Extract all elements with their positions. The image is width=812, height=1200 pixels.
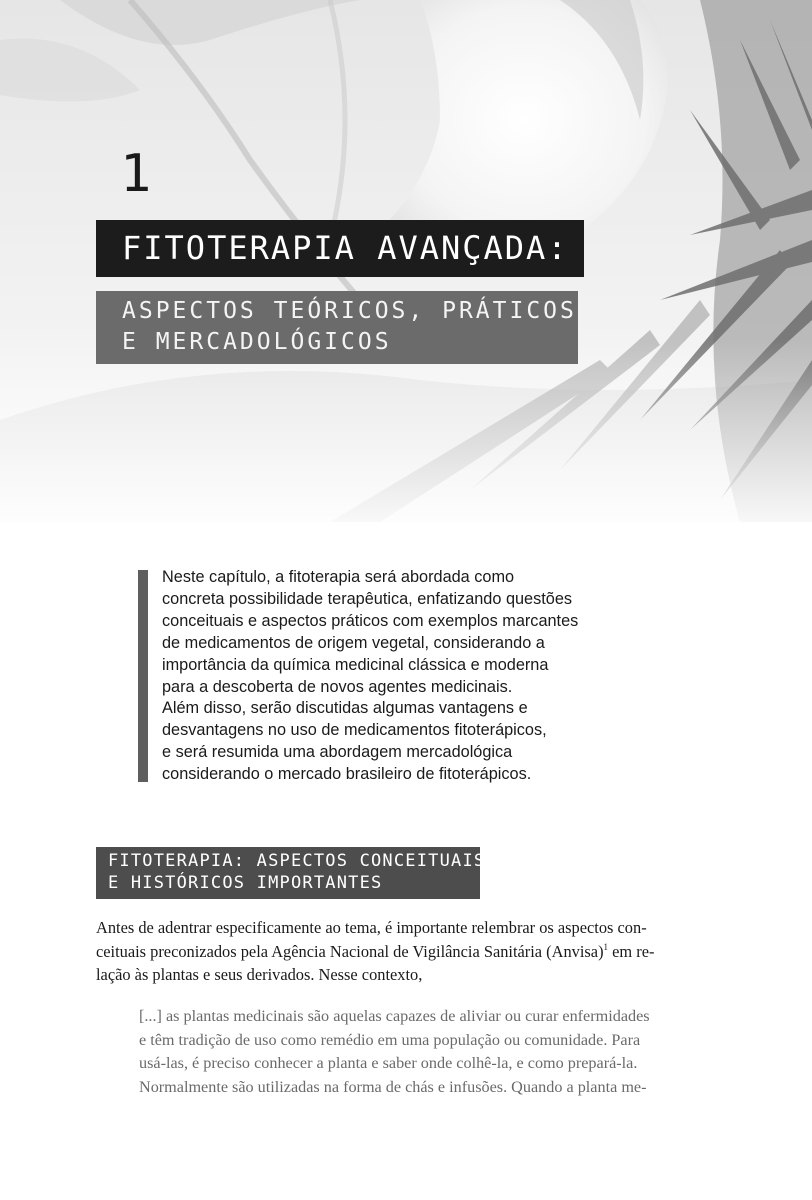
body-paragraph (96, 916, 708, 987)
abstract-line: considerando o mercado brasileiro de fitoterápicos. (162, 765, 532, 784)
quote-line: e têm tradição de uso como remédio em uma população ou comunidade. Para (139, 1030, 641, 1049)
chapter-abstract (162, 567, 602, 786)
chapter-number: 1 (120, 144, 152, 204)
chapter-subtitle-line: ASPECTOS TEÓRICOS, PRÁTICOS (122, 298, 577, 324)
abstract-line: e será resumida uma abordagem mercadológica (162, 743, 513, 762)
section-heading-box (96, 847, 486, 899)
footnote-marker[interactable]: 1 (603, 941, 609, 952)
abstract-line: Neste capítulo, a fitoterapia será abordada como (162, 568, 515, 586)
abstract-line: importância da química medicinal clássica e moderna (162, 655, 549, 674)
quote-line: Normalmente são utilizadas na forma de chás e infusões. Quando a planta me- (139, 1077, 647, 1096)
abstract-line: Além disso, serão discutidas algumas vantagens e (162, 699, 528, 718)
abstract-line: concreta possibilidade terapêutica, enfatizando questões (162, 589, 573, 608)
body-line: lação às plantas e seus derivados. Nesse contexto, (96, 965, 423, 984)
chapter-title: FITOTERAPIA AVANÇADA: (122, 229, 569, 267)
quote-line: [...] as plantas medicinais são aquelas capazes de aliviar ou curar enfermidades (139, 1007, 650, 1025)
body-line (96, 940, 708, 964)
body-line: Antes de adentrar especificamente ao tema, é importante relembrar os aspectos con- (96, 918, 647, 937)
abstract-line: para a descoberta de novos agentes medicinais. (162, 677, 513, 696)
chapter-hero-banner (0, 0, 812, 522)
chapter-subtitle-line: E MERCADOLÓGICOS (122, 329, 392, 355)
abstract-line: desvantagens no uso de medicamentos fitoterápicos, (162, 721, 547, 740)
body-line-text: em re- (608, 941, 655, 961)
abstract-line: de medicamentos de origem vegetal, considerando a (162, 633, 545, 652)
section-heading-line: FITOTERAPIA: ASPECTOS CONCEITUAIS (108, 851, 486, 871)
chapter-subtitle-box (96, 291, 578, 364)
chapter-title-box (96, 220, 584, 277)
section-heading-line: E HISTÓRICOS IMPORTANTES (108, 873, 383, 893)
abstract-accent-bar (138, 570, 148, 782)
abstract-line: conceituais e aspectos práticos com exemplos marcantes (162, 611, 579, 630)
body-line-text: ceituais preconizados pela Agência Nacional de Vigilância Sanitária (Anvisa) (96, 941, 604, 961)
block-quote (139, 1005, 709, 1099)
quote-line: usá-las, é preciso conhecer a planta e saber onde colhê-la, e como prepará-la. (139, 1054, 638, 1072)
